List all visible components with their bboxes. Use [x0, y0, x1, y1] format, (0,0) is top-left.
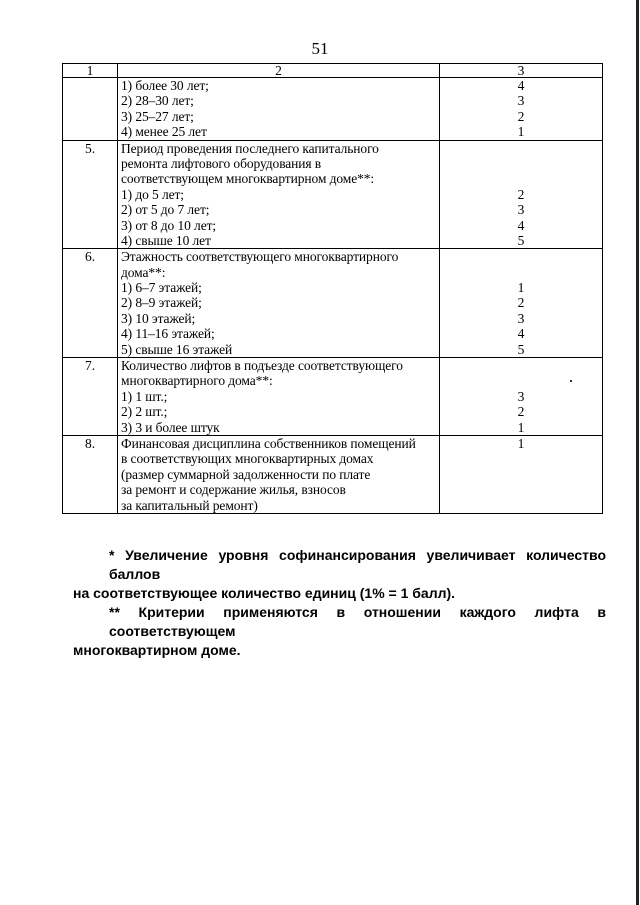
- criterion-text-line: Этажность соответствующего многоквартирного: [121, 249, 399, 265]
- score-value: [443, 265, 599, 280]
- criterion-number: 8.: [84, 435, 96, 451]
- criterion-text-line: 1) до 5 лет;: [121, 186, 184, 202]
- page-edge-line: [636, 0, 639, 905]
- header-cell-2: 2: [118, 64, 440, 78]
- score-value: 3: [517, 310, 525, 326]
- footnote-1-line-1: * Увеличение уровня софинансирования увеличивает количество баллов: [109, 547, 606, 582]
- footnote-2-line-2: многоквартирном доме.: [73, 642, 241, 658]
- header-cell-3: 3: [440, 64, 603, 78]
- score-value: [443, 451, 599, 466]
- score-value: 1: [517, 124, 525, 140]
- score-value: [443, 141, 599, 156]
- criterion-text-line: 1) более 30 лет;: [121, 78, 209, 93]
- criterion-text-line: ремонта лифтового оборудования в: [121, 155, 322, 171]
- criterion-text-line: 3) от 8 до 10 лет;: [121, 217, 217, 233]
- criterion-text-cell: [118, 435, 440, 513]
- score-value: 2: [517, 108, 525, 124]
- score-value: [443, 482, 599, 497]
- criterion-text-line: Финансовая дисциплина собственников помещений: [121, 435, 416, 451]
- header-cell-1: 1: [63, 64, 118, 78]
- score-value: [443, 498, 599, 513]
- footnotes: [73, 546, 606, 660]
- criterion-number: 5.: [84, 140, 96, 156]
- score-cell: [440, 140, 603, 249]
- score-cell: [440, 435, 603, 513]
- criterion-text-line: 1) 6–7 этажей;: [121, 280, 202, 296]
- criterion-text-line: 3) 10 этажей;: [121, 310, 196, 326]
- score-value: 2: [517, 186, 525, 202]
- footnote-1: [73, 546, 606, 603]
- score-value: 5: [517, 232, 525, 248]
- criterion-text-line: многоквартирного дома**:: [121, 373, 273, 389]
- score-value: 4: [517, 326, 525, 342]
- table-row: [63, 358, 603, 436]
- criterion-number-cell: [63, 78, 118, 141]
- criterion-text-cell: [118, 78, 440, 141]
- criterion-text-cell: [118, 249, 440, 358]
- criterion-text-line: 4) менее 25 лет: [121, 124, 207, 140]
- criterion-number-cell: [63, 249, 118, 358]
- score-value: 3: [517, 202, 525, 218]
- criterion-number: 6.: [84, 249, 96, 265]
- score-value: 2: [517, 404, 525, 420]
- criterion-text-cell: [118, 140, 440, 249]
- footnote-2-line-1: ** Критерии применяются в отношении каждого лифта в соответствующем: [109, 604, 606, 639]
- score-value: [443, 358, 599, 373]
- score-cell: [440, 358, 603, 436]
- criterion-text-line: за капитальный ремонт): [121, 497, 258, 513]
- page-number: 51: [311, 39, 329, 58]
- score-value: 4: [517, 78, 525, 93]
- criterion-number-cell: [63, 358, 118, 436]
- score-value: 3: [517, 93, 525, 109]
- criterion-text-line: 3) 25–27 лет;: [121, 108, 194, 124]
- criterion-text-line: 4) 11–16 этажей;: [121, 326, 215, 342]
- criterion-text-line: дома**:: [121, 264, 166, 280]
- score-value: [443, 249, 599, 264]
- score-value: [443, 171, 599, 186]
- criterion-number: [66, 78, 114, 93]
- score-value: 1: [517, 419, 525, 435]
- score-value: [443, 373, 599, 388]
- table-row: [63, 435, 603, 513]
- criterion-number-cell: [63, 435, 118, 513]
- criteria-table: [62, 63, 603, 514]
- criterion-text-line: 2) 28–30 лет;: [121, 93, 194, 109]
- criterion-text-line: за ремонт и содержание жилья, взносов: [121, 482, 346, 498]
- criterion-text-line: в соответствующих многоквартирных домах: [121, 451, 374, 467]
- score-value: [443, 467, 599, 482]
- criterion-text-line: Количество лифтов в подъезде соответствующего: [121, 358, 403, 374]
- criterion-text-line: 1) 1 шт.;: [121, 388, 168, 404]
- score-value: 3: [517, 388, 525, 404]
- criterion-number: 7.: [84, 358, 96, 374]
- footnote-2: [73, 603, 606, 660]
- score-value: 1: [517, 280, 525, 296]
- criterion-text-cell: [118, 358, 440, 436]
- score-value: 1: [517, 435, 525, 451]
- criterion-text-line: 5) свыше 16 этажей: [121, 341, 233, 357]
- table-row: [63, 249, 603, 358]
- criterion-text-line: соответствующем многоквартирном доме**:: [121, 171, 375, 187]
- table-row: [63, 78, 603, 141]
- score-cell: [440, 78, 603, 141]
- footnote-1-line-2: на соответствующее количество единиц (1% = 1 балл).: [73, 585, 456, 601]
- score-value: 4: [517, 217, 525, 233]
- criterion-text-line: 2) от 5 до 7 лет;: [121, 202, 210, 218]
- table-header-row: [63, 64, 603, 78]
- score-value: 5: [517, 341, 525, 357]
- score-cell: [440, 249, 603, 358]
- score-value: [443, 156, 599, 171]
- score-value: 2: [517, 295, 525, 311]
- criterion-text-line: 4) свыше 10 лет: [121, 232, 211, 248]
- criterion-text-line: 2) 8–9 этажей;: [121, 295, 202, 311]
- criterion-text-line: Период проведения последнего капитального: [121, 140, 379, 156]
- criterion-number-cell: [63, 140, 118, 249]
- criterion-text-line: 2) 2 шт.;: [121, 404, 168, 420]
- criterion-text-line: (размер суммарной задолженности по плате: [121, 466, 371, 482]
- scan-speck: [570, 380, 572, 382]
- criterion-text-line: 3) 3 и более штук: [121, 419, 220, 435]
- table-row: [63, 140, 603, 249]
